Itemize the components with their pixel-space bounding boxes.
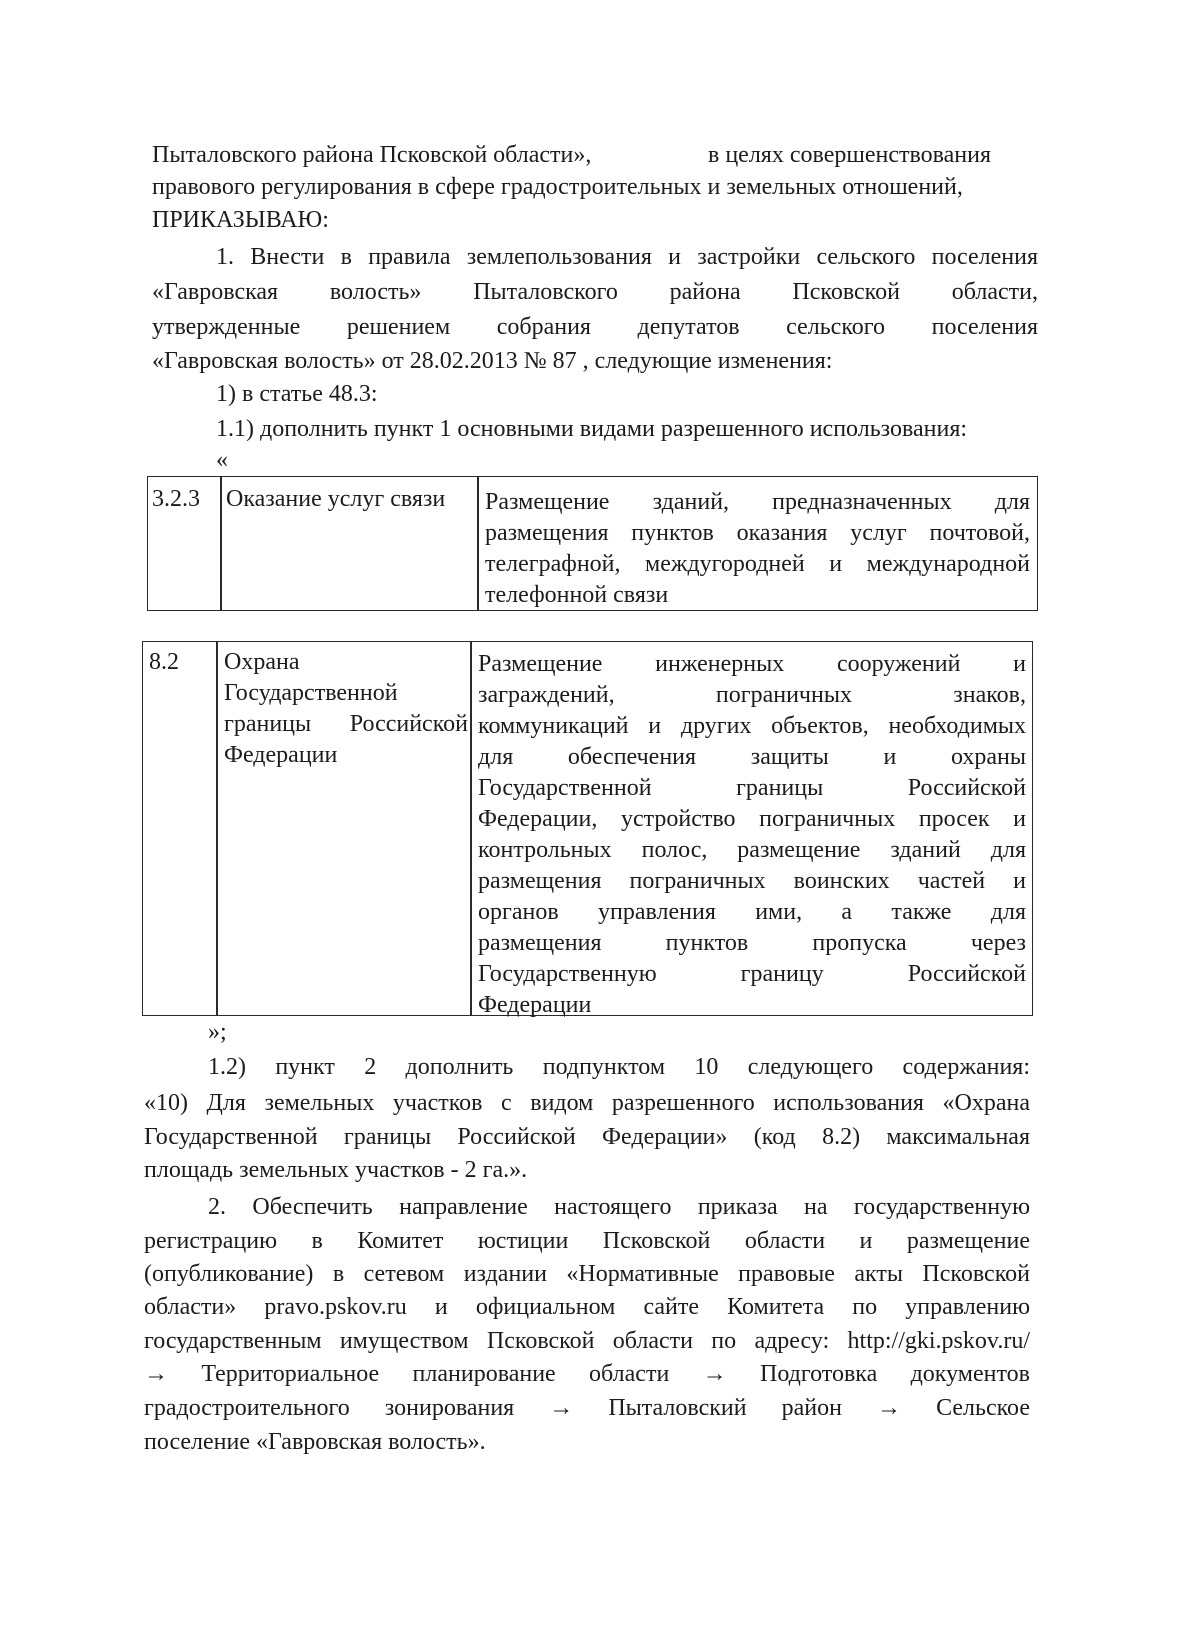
table1-desc-line: телеграфной, междугородней и международной [485,551,1030,577]
item2-line-8: поселение «Гавровская волость». [144,1429,486,1455]
table2-divider-2 [470,641,472,1016]
intro-line-1-left: Пыталовского района Псковской области», [152,142,592,168]
order-word: ПРИКАЗЫВАЮ: [152,207,329,233]
table2-name-line: Государственной [224,680,398,706]
item1-sub11: 1.1) дополнить пункт 1 основными видами разрешенного использования: [216,416,968,442]
table2-name-line: границы Российской [224,711,468,737]
item12-line-1: 1.2) пункт 2 дополнить подпунктом 10 следующего содержания: [208,1054,1030,1080]
item2-line-6: → Территориальное планирование области → Подготовка документов [144,1361,1030,1387]
table1-desc-line: Размещение зданий, предназначенных для [485,489,1030,515]
item1-sub1: 1) в статье 48.3: [216,381,378,407]
table1-name: Оказание услуг связи [226,486,446,512]
table2-desc-line: размещения пограничных воинских частей и [478,868,1026,894]
table1-desc [485,487,1030,611]
table1-divider-2 [477,476,479,611]
table2-divider-1 [216,641,218,1016]
item2-line-1: 2. Обеспечить направление настоящего приказа на государственную [208,1194,1030,1220]
table2-name-line: Федерации [224,742,338,768]
table1-desc-line: размещения пунктов оказания услуг почтовой, [485,520,1030,546]
table2-desc-line: Федерации, устройство пограничных просек и [478,806,1026,832]
item12-line-2: «10) Для земельных участков с видом разрешенного использования «Охрана [144,1090,1030,1116]
quote-open: « [216,447,228,473]
item1-line-4: «Гавровская волость» от 28.02.2013 № 87 , следующие изменения: [152,348,833,374]
table2-code: 8.2 [149,649,179,675]
table1-code: 3.2.3 [152,486,200,512]
table2-desc-line: Государственной границы Российской [478,775,1026,801]
item2-line-7: градостроительного зонирования → Пыталовский район → Сельское [144,1395,1030,1421]
item2-line-5: государственным имуществом Псковской области по адресу: http://gki.pskov.ru/ [144,1328,1030,1354]
table2-desc-line: Государственную границу Российской [478,961,1026,987]
item1-line-3: утвержденные решением собрания депутатов сельского поселения [152,314,1038,340]
quote-close: »; [208,1019,227,1045]
table2-desc-line: размещения пунктов пропуска через [478,930,1026,956]
table2-desc-line: контрольных полос, размещение зданий для [478,837,1026,863]
item1-line-2: «Гавровская волость» Пыталовского района Псковской области, [152,279,1038,305]
table2-desc [478,649,1026,1021]
table2-desc-line: коммуникаций и других объектов, необходимых [478,713,1026,739]
table2-desc-line: для обеспечения защиты и охраны [478,744,1026,770]
table2-desc-line: заграждений, пограничных знаков, [478,682,1026,708]
table2-desc-line: Размещение инженерных сооружений и [478,651,1026,677]
item2-line-3: (опубликование) в сетевом издании «Нормативные правовые акты Псковской [144,1261,1030,1287]
item2-line-2: регистрацию в Комитет юстиции Псковской области и размещение [144,1228,1030,1254]
item12-line-3: Государственной границы Российской Федерации» (код 8.2) максимальная [144,1124,1030,1150]
item2-line-4: области» pravo.pskov.ru и официальном сайте Комитета по управлению [144,1294,1030,1320]
table2-desc-line: органов управления ими, а также для [478,899,1026,925]
table1-divider-1 [220,476,222,611]
item1-line-1: 1. Внести в правила землепользования и застройки сельского поселения [216,244,1038,270]
item12-line-4: площадь земельных участков - 2 га.». [144,1157,528,1183]
intro-line-1-right: в целях совершенствования [708,142,992,168]
table2-name [224,647,468,771]
intro-line-2: правового регулирования в сфере градостроительных и земельных отношений, [152,174,963,200]
table1-desc-line: телефонной связи [485,582,669,608]
table2-desc-line: Федерации [478,992,592,1018]
table2-name-line: Охрана [224,649,300,675]
